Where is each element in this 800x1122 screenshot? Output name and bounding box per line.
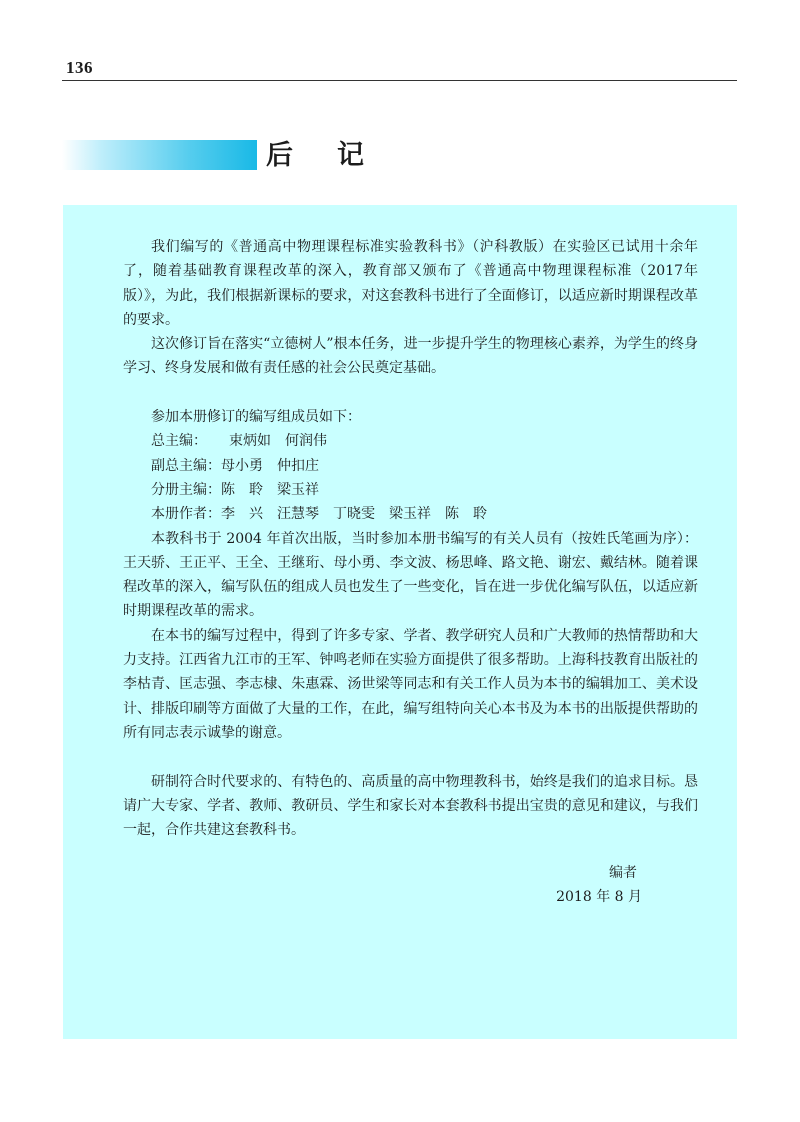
history-paragraph: 本教科书于 2004 年首次出版，当时参加本册书编写的有关人员有（按姓氏笔画为序）：王天骄、王正平、王全、王继珩、母小勇、李文波、杨思峰、路文艳、谢宏、戴结林。随着课程改革的深入，编写队伍的组成人员也发生了一些变化，旨在进一步优化编写队伍，以适应新时期课程改革的需求。 <box>123 530 698 620</box>
editor-role: 总主编： <box>151 433 207 450</box>
header-rule <box>62 80 737 81</box>
editor-line-deputy <box>123 454 698 478</box>
signature-block <box>556 861 642 910</box>
intro-paragraph-1: 我们编写的《普通高中物理课程标准实验教科书》（沪科教版）在实验区已试用十余年了，随着基础教育课程改革的深入，教育部又颁布了《普通高中物理课程标准（2017年版）》，为此，我们根据新课标的要求，对这套教科书进行了全面修订，以适应新时期课程改革的要求。 <box>123 239 698 328</box>
editor-role: 本册作者： <box>151 506 221 523</box>
editor-line-volume <box>123 478 698 502</box>
editor-line-chief <box>123 429 698 453</box>
spacer <box>123 745 698 769</box>
signature-date: 2018 年 8 月 <box>556 889 642 906</box>
text-area <box>123 235 698 842</box>
editor-line-authors <box>123 502 698 526</box>
editor-names: 李 兴 汪慧琴 丁晓雯 梁玉祥 陈 聆 <box>221 506 487 523</box>
title-decoration-bar <box>62 140 257 170</box>
editor-names: 母小勇 仲扣庄 <box>221 457 319 474</box>
content-box <box>63 205 737 1039</box>
spacer <box>123 381 698 405</box>
editor-role: 副总主编： <box>151 457 221 474</box>
editor-names: 束炳如 何润伟 <box>229 433 327 450</box>
page-title: 后记 <box>266 140 408 171</box>
signature-author: 编者 <box>609 865 637 881</box>
intro-paragraph-2: 这次修订旨在落实“立德树人”根本任务，进一步提升学生的物理核心素养，为学生的终身学习、终身发展和做有责任感的社会公民奠定基础。 <box>123 336 698 377</box>
editors-list <box>123 429 698 526</box>
closing-paragraph: 研制符合时代要求的、有特色的、高质量的高中物理教科书，始终是我们的追求目标。恳请广大专家、学者、教师、教研员、学生和家长对本套教科书提出宝贵的意见和建议，与我们一起，合作共建这套教科书。 <box>123 773 698 839</box>
acknowledgement-paragraph: 在本书的编写过程中，得到了许多专家、学者、教学研究人员和广大教师的热情帮助和大力支持。江西省九江市的王军、钟鸣老师在实验方面提供了很多帮助。上海科技教育出版社的李枯青、匡志强、李志棣、朱惠霖、汤世梁等同志和有关工作人员为本书的编辑加工、美术设计、排版印刷等方面做了大量的工作，在此，编写组特向关心本书及为本书的出版提供帮助的所有同志表示诚挚的谢意。 <box>123 627 698 741</box>
editor-role: 分册主编： <box>151 481 221 498</box>
editor-names: 陈 聆 梁玉祥 <box>221 481 319 498</box>
editors-intro: 参加本册修订的编写组成员如下： <box>151 409 361 426</box>
page-number: 136 <box>66 58 93 77</box>
